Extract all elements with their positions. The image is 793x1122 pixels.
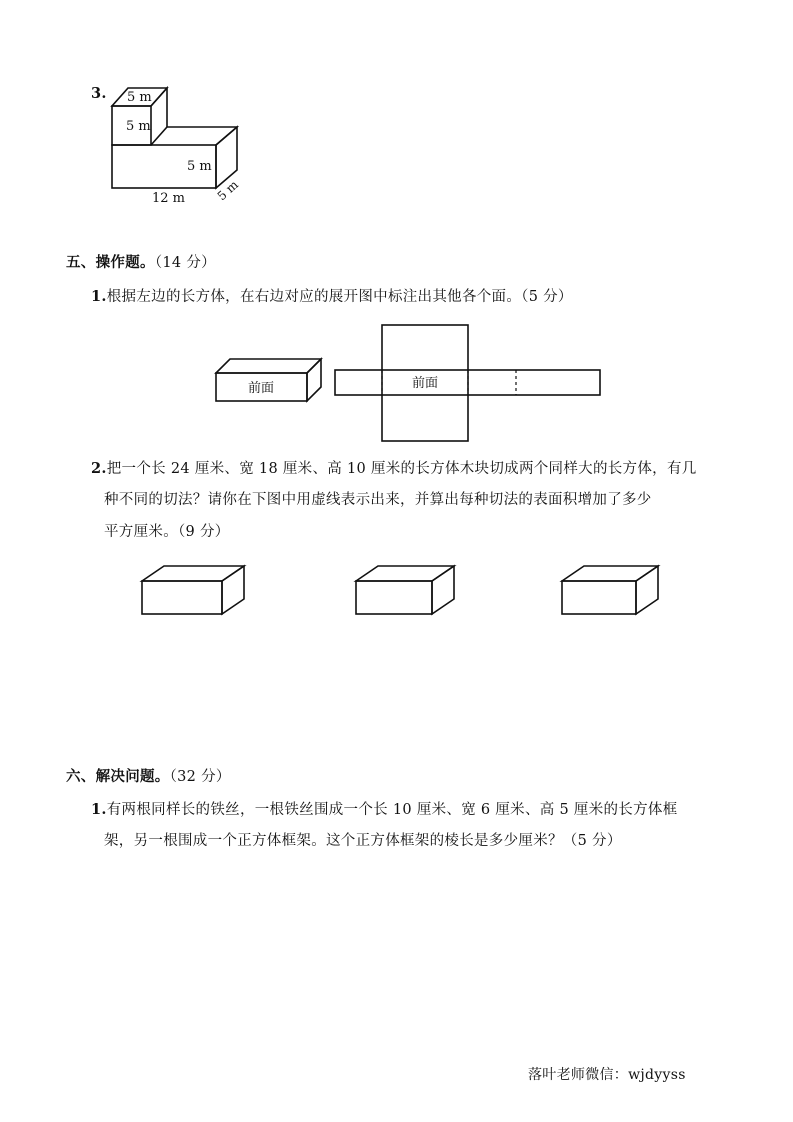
s5-q2-text-1: 把一个长 24 厘米、宽 18 厘米、高 10 厘米的长方体木块切成两个同样大的长方体，有几 — [106, 461, 697, 477]
s5-q1 — [91, 287, 573, 307]
cuboid-1 — [142, 566, 244, 614]
s5-q2-line2: 种不同的切法？请你在下图中用虚线表示出来，并算出每种切法的表面积增加了多少 — [104, 492, 652, 508]
section5-heading — [66, 253, 216, 273]
s5-q1-figure — [210, 318, 610, 446]
s6-q1-number: 1. — [91, 801, 107, 818]
label-box-depth-5m: 5 m — [214, 177, 241, 204]
box-top-face — [151, 127, 237, 145]
box-side-face — [216, 127, 237, 188]
label-cube-height-5m: 5 m — [126, 119, 151, 134]
section6-title: 六、解决问题。 — [66, 768, 170, 785]
cuboid-2 — [356, 566, 454, 614]
net-front-label: 前面 — [411, 376, 439, 391]
s5-q1-number: 1. — [91, 288, 107, 305]
cuboid-top-face — [216, 359, 321, 373]
s5-q2-cuboids — [130, 560, 670, 622]
q3-composite-solid-figure — [100, 80, 260, 210]
s5-q2-line1 — [91, 459, 697, 479]
s6-q1-line2: 架，另一根围成一个正方体框架。这个正方体框架的棱长是多少厘米？（5 分） — [104, 833, 622, 849]
cube-side-edge — [151, 88, 167, 127]
section6-points: （32 分） — [169, 769, 231, 785]
label-box-height-5m: 5 m — [187, 159, 212, 174]
s6-q1-line1 — [91, 800, 678, 820]
label-top-cube-5m: 5 m — [127, 90, 152, 105]
cuboid-3 — [562, 566, 658, 614]
section5-title: 五、操作题。 — [66, 254, 155, 271]
label-box-length-12m: 12 m — [152, 191, 186, 206]
cuboid-front-label: 前面 — [247, 381, 275, 396]
s5-q2-number: 2. — [91, 460, 107, 477]
cuboid-side-face — [307, 359, 321, 401]
s5-q2-line3: 平方厘米。（9 分） — [104, 524, 230, 540]
s6-q1-text-1: 有两根同样长的铁丝，一根铁丝围成一个长 10 厘米、宽 6 厘米、高 5 厘米的长方体框 — [106, 802, 678, 818]
section5-points: （14 分） — [154, 255, 216, 271]
q3-number: 3. — [91, 85, 107, 102]
footer-credit: 落叶老师微信：wjdyyss — [528, 1067, 686, 1083]
section6-heading — [66, 767, 231, 787]
s5-q1-text: 根据左边的长方体，在右边对应的展开图中标注出其他各个面。（5 分） — [106, 289, 573, 305]
